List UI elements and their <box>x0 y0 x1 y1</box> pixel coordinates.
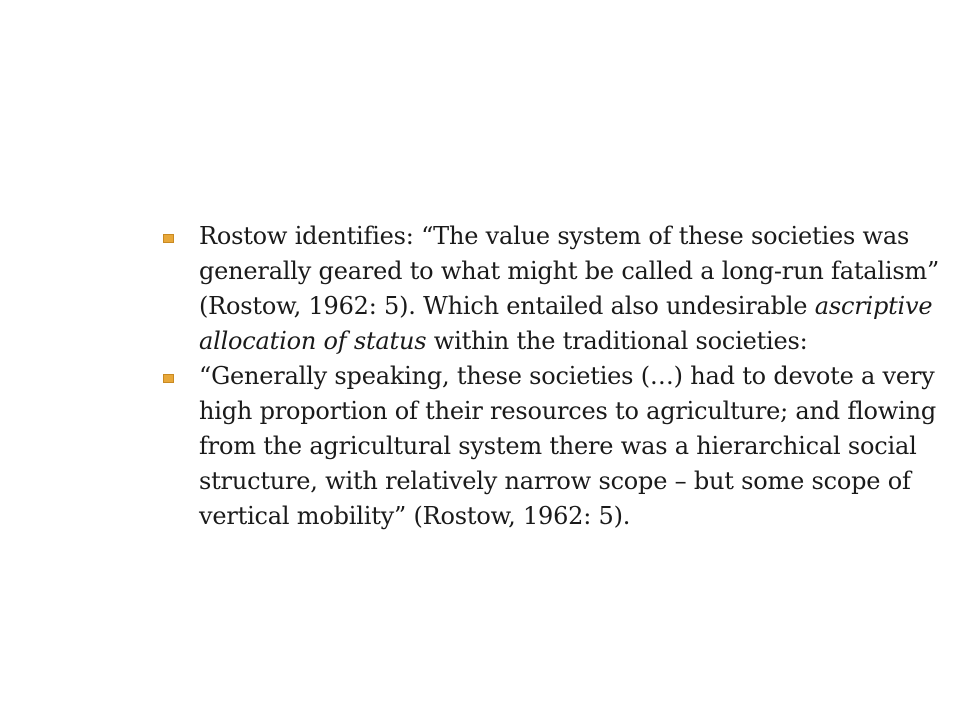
bullet-text-1-part-1: Rostow identifies: “The value system of these societies was generally geared to what might be called a long-run fatalism” (Rostow, 1962: 5). Which entailed also undesirable <box>199 222 940 320</box>
bullet-text-1-part-2: within the traditional societies: <box>426 327 808 355</box>
bullet-item-1 <box>163 219 953 359</box>
square-bullet-icon <box>163 234 174 243</box>
square-bullet-icon <box>163 374 174 383</box>
bullet-text-1-italic: ascriptive allocation of status <box>199 292 933 355</box>
bullet-text-1 <box>199 219 953 359</box>
bullet-item-2 <box>163 359 953 534</box>
bullet-list <box>163 219 953 534</box>
bullet-text-2: “Generally speaking, these societies (…) had to devote a very high proportion of their resources to agriculture; and flowing from the agricultural system there was a hierarchical social structure, with relatively narrow scope – but some scope of vertical mobility” (Rostow, 1962: 5). <box>199 362 937 530</box>
